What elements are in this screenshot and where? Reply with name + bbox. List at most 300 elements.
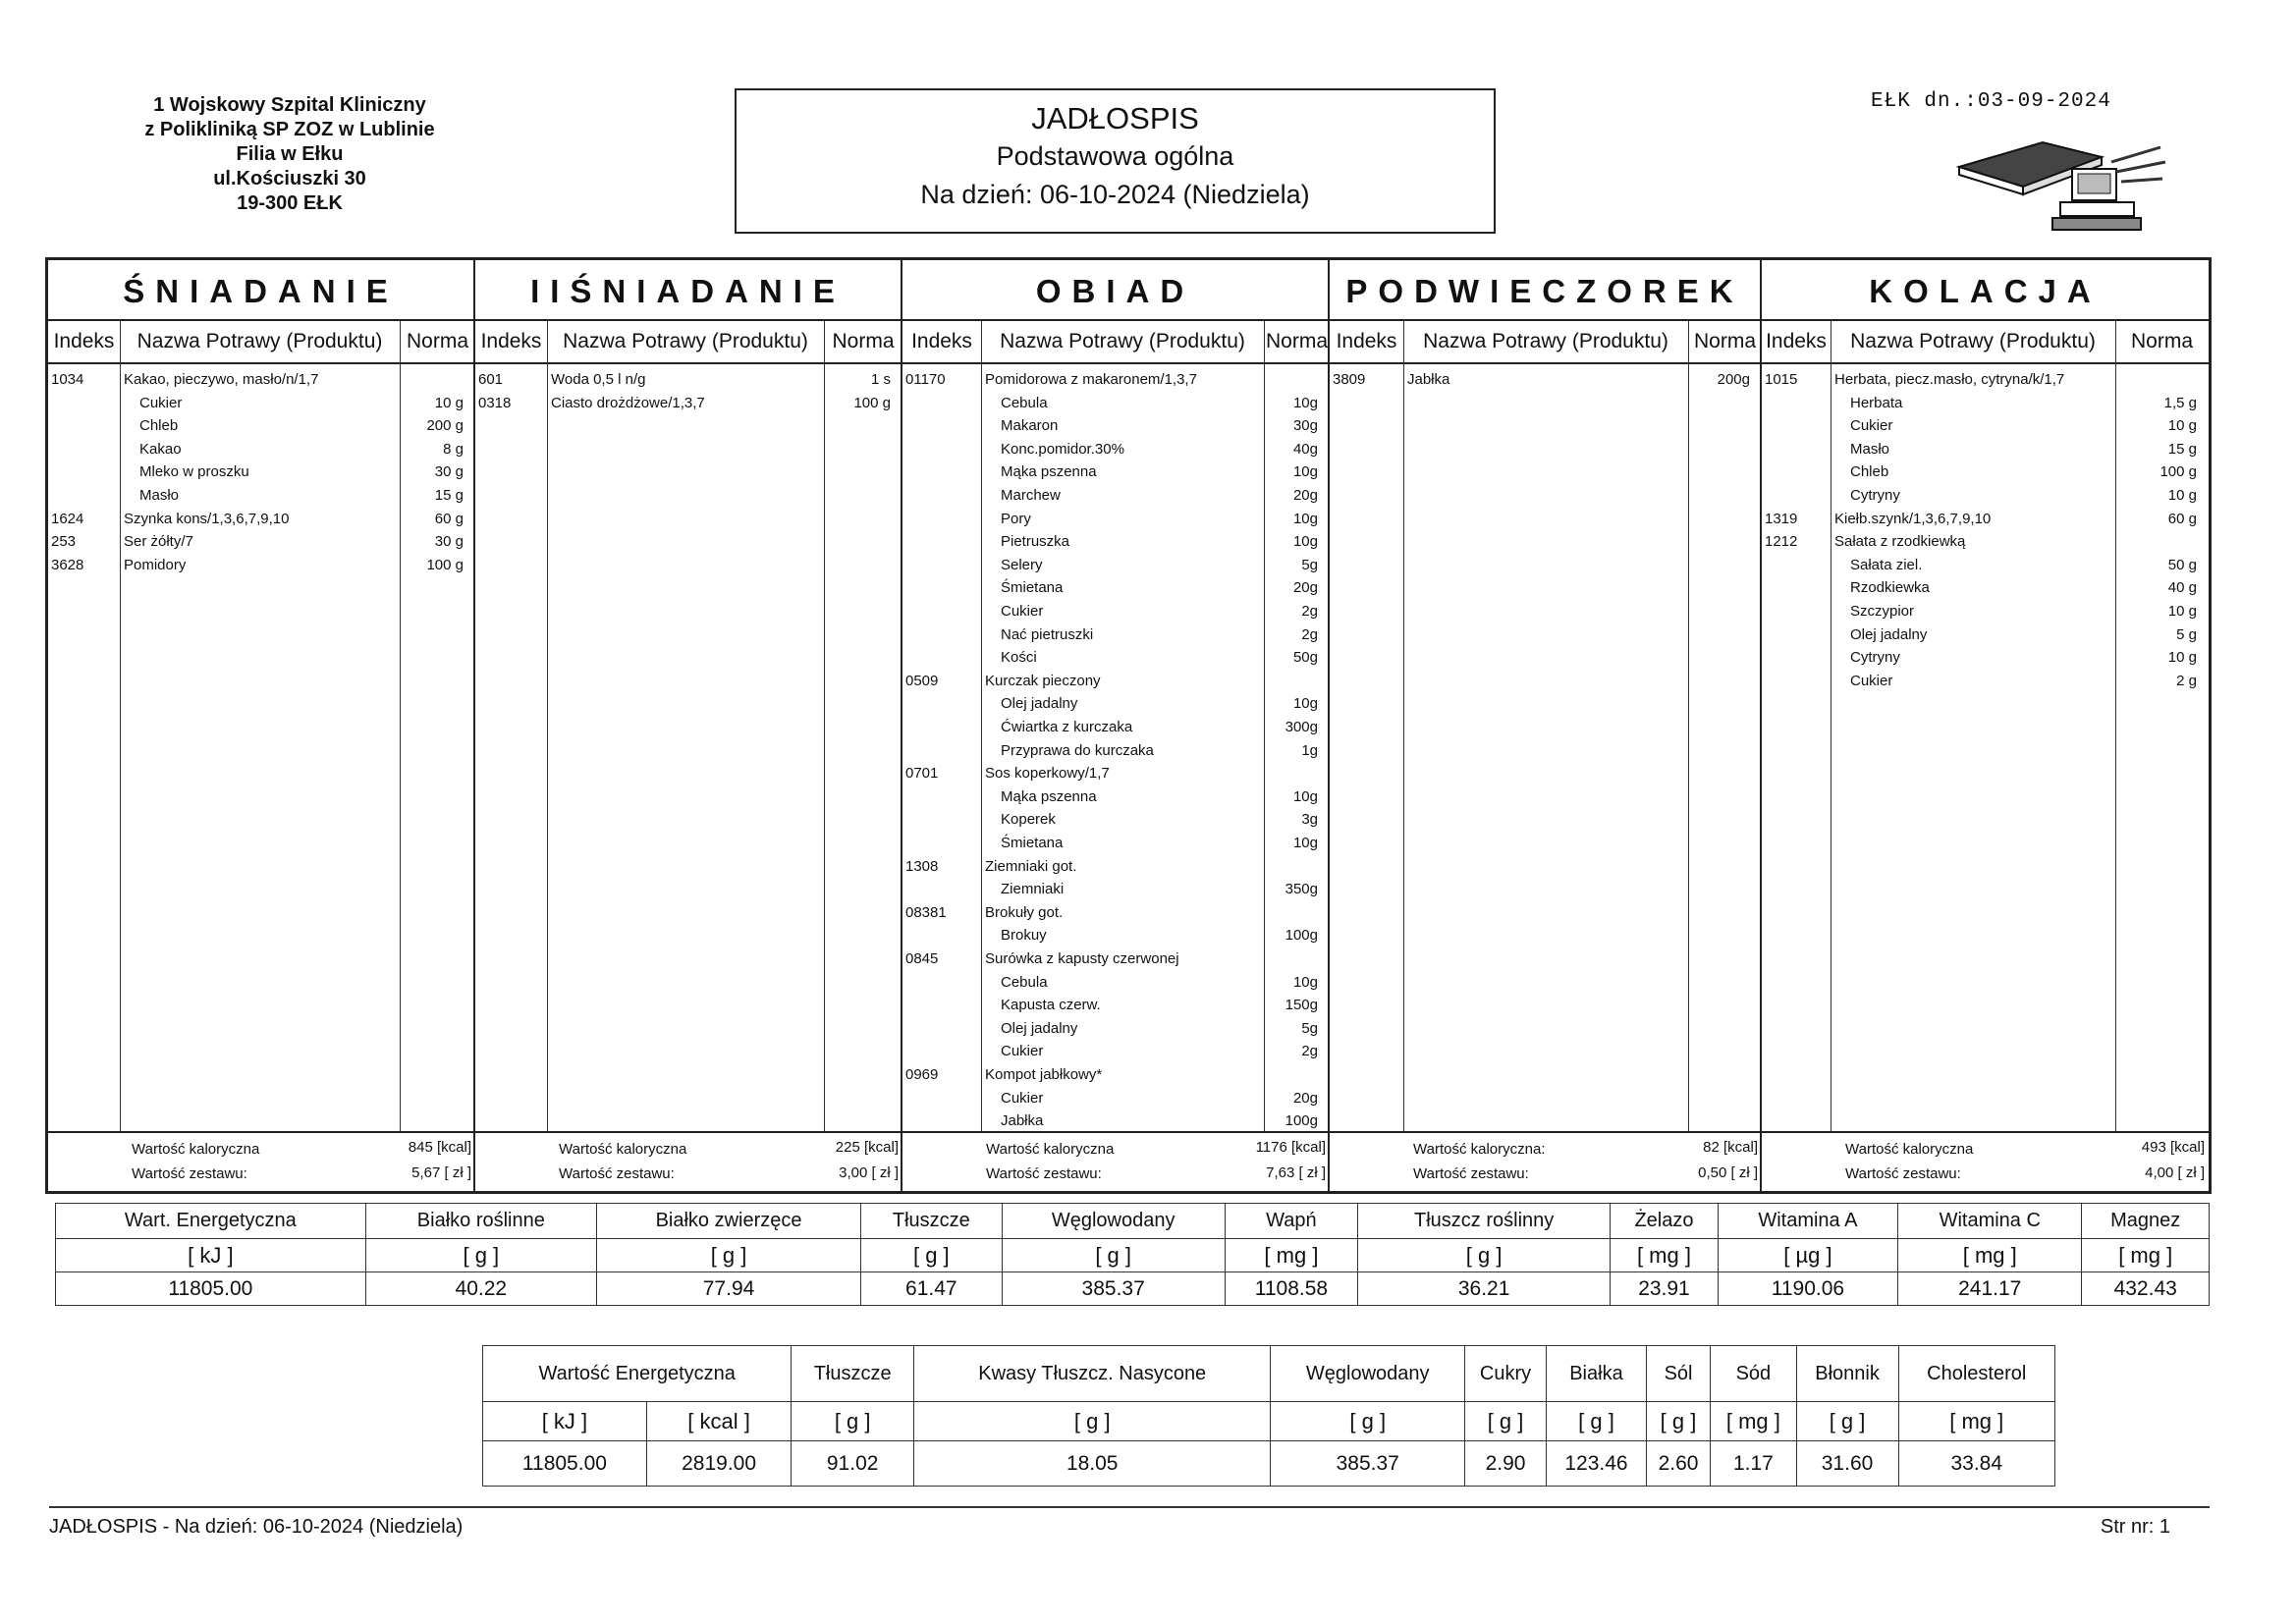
- item-quantity: 10 g: [434, 394, 464, 411]
- ingredient-name: Brokuy: [1001, 927, 1047, 945]
- nutrient-header: Węglowodany: [1002, 1204, 1225, 1239]
- menu-row: [475, 368, 901, 391]
- item-quantity: 30 g: [434, 533, 464, 551]
- menu-row: [902, 392, 1328, 414]
- header-norm: Norma: [1265, 330, 1328, 352]
- menu-row: [902, 878, 1328, 900]
- ingredient-name: Mąka pszenna: [1001, 463, 1097, 481]
- nutrient-header: Sól: [1646, 1346, 1710, 1402]
- nutrient-header: Błonnik: [1796, 1346, 1898, 1402]
- item-quantity: 200 g: [426, 417, 464, 435]
- header-index: Indeks: [1766, 330, 1827, 352]
- item-quantity: 2g: [1301, 1043, 1318, 1060]
- nutrient-unit: [ g ]: [1796, 1402, 1898, 1441]
- header-norm: Norma: [1693, 330, 1756, 352]
- item-quantity: 10 g: [2167, 603, 2197, 620]
- calories-label: Wartość kaloryczna: [1845, 1141, 1974, 1158]
- menu-row: [48, 508, 473, 530]
- item-quantity: 5 g: [2176, 625, 2197, 643]
- ingredient-name: Pietruszka: [1001, 533, 1070, 551]
- menu-row: [1762, 414, 2209, 437]
- nutrient-header: Cukry: [1465, 1346, 1547, 1402]
- ingredient-name: Mleko w proszku: [139, 463, 249, 481]
- item-quantity: 20g: [1292, 487, 1318, 504]
- ingredient-name: Szczypior: [1850, 603, 1915, 620]
- menu-row: [48, 438, 473, 460]
- header-index: Indeks: [911, 330, 972, 352]
- header-norm: Norma: [406, 330, 468, 352]
- dish-name: Kurczak pieczony: [985, 672, 1101, 689]
- ingredient-name: Cukier: [1001, 1089, 1044, 1107]
- ingredient-name: Sałata ziel.: [1850, 556, 1923, 573]
- calories-value: 225 [kcal]: [835, 1139, 899, 1156]
- menu-row: [902, 1017, 1328, 1040]
- ingredient-name: Olej jadalny: [1001, 695, 1078, 713]
- ingredient-name: Masło: [1850, 440, 1890, 458]
- item-quantity: 10g: [1292, 695, 1318, 713]
- nutrient-header: Białko zwierzęce: [596, 1204, 860, 1239]
- item-quantity: 100 g: [426, 556, 464, 573]
- item-quantity: 300g: [1285, 719, 1318, 735]
- menu-row: [1762, 530, 2209, 553]
- ingredient-name: Ziemniaki: [1001, 881, 1065, 898]
- dish-name: Ciasto drożdżowe/1,3,7: [551, 394, 705, 411]
- meal-summary: [1330, 1131, 1760, 1191]
- item-quantity: 2g: [1301, 625, 1318, 643]
- dish-name: Ziemniaki got.: [985, 857, 1077, 875]
- header-name: Nazwa Potrawy (Produktu): [1850, 330, 2096, 352]
- nutrient-unit: [ g ]: [1358, 1239, 1611, 1272]
- header-name: Nazwa Potrawy (Produktu): [563, 330, 808, 352]
- ingredient-name: Olej jadalny: [1001, 1019, 1078, 1037]
- nutrient-header: Wartość Energetyczna: [483, 1346, 792, 1402]
- item-quantity: 40g: [1292, 440, 1318, 458]
- nutrient-unit: [ mg ]: [2082, 1239, 2210, 1272]
- item-index: 1034: [51, 371, 84, 388]
- nutrient-header: Wapń: [1225, 1204, 1357, 1239]
- nutrients-table-1: [55, 1203, 2210, 1306]
- ingredient-name: Cukier: [139, 394, 183, 411]
- item-quantity: 100 g: [2159, 463, 2197, 481]
- item-quantity: 100g: [1285, 927, 1318, 945]
- item-index: 01170: [905, 371, 946, 388]
- item-index: 601: [478, 371, 504, 388]
- meal-column: [475, 260, 902, 1191]
- item-quantity: 8 g: [443, 440, 464, 458]
- menu-row: [902, 762, 1328, 784]
- item-quantity: 60 g: [434, 510, 464, 527]
- cost-value: 0,50 [ zł ]: [1698, 1164, 1758, 1181]
- hospital-line: 1 Wojskowy Szpital Kliniczny: [153, 94, 426, 116]
- ingredient-name: Marchew: [1001, 487, 1061, 504]
- ingredient-name: Jabłka: [1001, 1112, 1044, 1130]
- menu-row: [902, 1087, 1328, 1109]
- menu-row: [902, 994, 1328, 1016]
- menu-row: [902, 716, 1328, 738]
- menu-row: [475, 392, 901, 414]
- nutrient-value: 1108.58: [1225, 1272, 1357, 1306]
- menu-row: [1762, 670, 2209, 692]
- dish-name: Surówka z kapusty czerwonej: [985, 950, 1179, 967]
- item-index: 0318: [478, 394, 512, 411]
- menu-row: [902, 670, 1328, 692]
- nutrient-value: 2819.00: [646, 1441, 792, 1487]
- nutrient-header: Białka: [1547, 1346, 1647, 1402]
- menu-row: [902, 1109, 1328, 1132]
- nutrient-unit: [ g ]: [861, 1239, 1002, 1272]
- item-index: 0701: [905, 765, 939, 783]
- meal-title: PODWIECZOREK: [1330, 260, 1760, 321]
- item-quantity: 60 g: [2167, 510, 2197, 527]
- item-quantity: 2 g: [2176, 672, 2197, 689]
- ingredient-name: Cukier: [1001, 1043, 1044, 1060]
- item-quantity: 20g: [1292, 579, 1318, 597]
- nutrient-header: Sód: [1711, 1346, 1796, 1402]
- column-headers: [1762, 321, 2209, 364]
- item-index: 3809: [1333, 371, 1366, 388]
- menu-row: [1762, 484, 2209, 507]
- ingredient-name: Makaron: [1001, 417, 1059, 435]
- calories-label: Wartość kaloryczna: [559, 1141, 687, 1158]
- ingredient-name: Kapusta czerw.: [1001, 997, 1101, 1014]
- item-index: 1308: [905, 857, 939, 875]
- hospital-address: [98, 93, 481, 216]
- menu-row: [902, 646, 1328, 669]
- item-index: 1624: [51, 510, 84, 527]
- ingredient-name: Przyprawa do kurczaka: [1001, 741, 1154, 759]
- ingredient-name: Cytryny: [1850, 649, 1900, 667]
- menu-row: [1762, 508, 2209, 530]
- nutrient-value: 2.60: [1646, 1441, 1710, 1487]
- ingredient-name: Cebula: [1001, 394, 1048, 411]
- item-quantity: 200g: [1717, 371, 1750, 388]
- item-quantity: 350g: [1285, 881, 1318, 898]
- item-index: 1212: [1765, 533, 1798, 551]
- nutrient-unit: [ g ]: [1465, 1402, 1547, 1441]
- nutrient-value: 123.46: [1547, 1441, 1647, 1487]
- dish-name: Pomidorowa z makaronem/1,3,7: [985, 371, 1197, 388]
- nutrient-header: Magnez: [2082, 1204, 2210, 1239]
- column-divider: [824, 321, 825, 1131]
- nutrient-value: 11805.00: [483, 1441, 647, 1487]
- menu-row: [48, 530, 473, 553]
- menu-row: [902, 1040, 1328, 1062]
- header-index: Indeks: [53, 330, 115, 352]
- menu-row: [902, 623, 1328, 646]
- item-quantity: 3g: [1301, 811, 1318, 829]
- nutrient-header: Wart. Energetyczna: [56, 1204, 366, 1239]
- cost-label: Wartość zestawu:: [559, 1165, 675, 1182]
- menu-row: [48, 460, 473, 483]
- ingredient-name: Śmietana: [1001, 835, 1064, 851]
- nutrient-value: 241.17: [1898, 1272, 2082, 1306]
- nutrient-unit: [ g ]: [1002, 1239, 1225, 1272]
- ingredient-name: Chleb: [139, 417, 179, 435]
- header-index: Indeks: [1336, 330, 1397, 352]
- ingredient-name: Koperek: [1001, 811, 1056, 829]
- menu-row: [1762, 600, 2209, 622]
- nutrient-unit: [ kcal ]: [646, 1402, 792, 1441]
- ingredient-name: Rzodkiewka: [1850, 579, 1930, 597]
- menu-row: [902, 855, 1328, 878]
- nutrient-unit: [ kJ ]: [483, 1402, 647, 1441]
- meal-title: IIŚNIADANIE: [475, 260, 901, 321]
- item-quantity: 40 g: [2167, 579, 2197, 597]
- item-quantity: 50 g: [2167, 556, 2197, 573]
- ingredient-name: Śmietana: [1001, 579, 1064, 597]
- item-quantity: 50g: [1292, 649, 1318, 667]
- nutrient-header: Cholesterol: [1898, 1346, 2055, 1402]
- page-number: Str nr: 1: [2100, 1516, 2170, 1538]
- meal-summary: [475, 1131, 901, 1191]
- item-index: 0509: [905, 672, 939, 689]
- meal-column: [48, 260, 475, 1191]
- dish-name: Woda 0,5 l n/g: [551, 371, 646, 388]
- item-quantity: 10g: [1292, 394, 1318, 411]
- ingredient-name: Cytryny: [1850, 487, 1900, 504]
- item-quantity: 10 g: [2167, 649, 2197, 667]
- menu-row: [902, 971, 1328, 994]
- nutrient-value: 77.94: [596, 1272, 860, 1306]
- menu-row: [48, 368, 473, 391]
- dish-name: Herbata, piecz.masło, cytryna/k/1,7: [1834, 371, 2065, 388]
- menu-row: [902, 530, 1328, 553]
- nutrient-unit: [ mg ]: [1711, 1402, 1796, 1441]
- item-quantity: 10g: [1292, 787, 1318, 805]
- ingredient-name: Chleb: [1850, 463, 1889, 481]
- menu-row: [48, 414, 473, 437]
- menu-row: [48, 484, 473, 507]
- menu-row: [902, 414, 1328, 437]
- ingredient-name: Selery: [1001, 556, 1043, 573]
- item-index: 08381: [905, 903, 947, 921]
- diet-type: Podstawowa ogólna: [996, 141, 1234, 171]
- nutrient-header: Witamina C: [1898, 1204, 2082, 1239]
- item-quantity: 5g: [1301, 556, 1318, 573]
- menu-row: [1762, 646, 2209, 669]
- nutrient-header: Witamina A: [1718, 1204, 1897, 1239]
- menu-row: [902, 785, 1328, 808]
- calories-value: 82 [kcal]: [1703, 1139, 1758, 1156]
- nutrient-unit: [ mg ]: [1898, 1402, 2055, 1441]
- ingredient-name: Olej jadalny: [1850, 625, 1928, 643]
- hospital-line: ul.Kościuszki 30: [213, 168, 366, 189]
- calories-value: 493 [kcal]: [2141, 1139, 2205, 1156]
- menu-row: [902, 438, 1328, 460]
- item-index: 253: [51, 533, 77, 551]
- nutrient-unit: [ g ]: [792, 1402, 914, 1441]
- hospital-line: Filia w Ełku: [236, 143, 344, 165]
- meal-summary: [1762, 1131, 2209, 1191]
- nutrient-value: 385.37: [1002, 1272, 1225, 1306]
- item-quantity: 10g: [1292, 510, 1318, 527]
- nutrient-unit: [ g ]: [1646, 1402, 1710, 1441]
- nutrient-unit: [ g ]: [365, 1239, 596, 1272]
- ingredient-name: Mąka pszenna: [1001, 787, 1097, 805]
- nutrient-value: 385.37: [1271, 1441, 1465, 1487]
- cost-label: Wartość zestawu:: [1845, 1165, 1961, 1182]
- nutrient-unit: [ g ]: [1271, 1402, 1465, 1441]
- column-divider: [547, 321, 548, 1131]
- nutrient-header: Białko roślinne: [365, 1204, 596, 1239]
- nutrient-header: Tłuszcze: [792, 1346, 914, 1402]
- menu-row: [902, 484, 1328, 507]
- ingredient-name: Ćwiartka z kurczaka: [1001, 719, 1133, 735]
- menu-row: [902, 576, 1328, 599]
- ingredient-name: Kości: [1001, 649, 1037, 667]
- calories-value: 1176 [kcal]: [1255, 1139, 1326, 1156]
- nutrient-header: Tłuszcze: [861, 1204, 1002, 1239]
- menu-row: [902, 947, 1328, 970]
- calories-label: Wartość kaloryczna: [132, 1141, 260, 1158]
- meal-title: KOLACJA: [1762, 260, 2209, 321]
- menu-row: [1762, 623, 2209, 646]
- nutrient-value: 40.22: [365, 1272, 596, 1306]
- nutrient-value: 31.60: [1796, 1441, 1898, 1487]
- title-box: [735, 88, 1496, 234]
- nutrient-value: 33.84: [1898, 1441, 2055, 1487]
- nutrient-value: 23.91: [1611, 1272, 1719, 1306]
- menu-row: [902, 600, 1328, 622]
- cost-value: 4,00 [ zł ]: [2145, 1164, 2205, 1181]
- cost-value: 5,67 [ zł ]: [411, 1164, 471, 1181]
- ingredient-name: Masło: [139, 487, 180, 504]
- issue-date: EŁK dn.:03-09-2024: [1871, 90, 2111, 113]
- cost-value: 7,63 [ zł ]: [1266, 1164, 1326, 1181]
- menu-row: [902, 901, 1328, 924]
- calories-label: Wartość kaloryczna:: [1413, 1141, 1546, 1158]
- meal-title: OBIAD: [902, 260, 1328, 321]
- menu-row: [902, 554, 1328, 576]
- item-index: 1319: [1765, 510, 1798, 527]
- item-quantity: 30 g: [434, 463, 464, 481]
- item-quantity: 150g: [1285, 997, 1318, 1014]
- nutrient-unit: [ g ]: [914, 1402, 1271, 1441]
- menu-row: [902, 924, 1328, 947]
- item-quantity: 10g: [1292, 973, 1318, 991]
- nutrient-header: Tłuszcz roślinny: [1358, 1204, 1611, 1239]
- column-headers: [475, 321, 901, 364]
- nutrient-unit: [ g ]: [596, 1239, 860, 1272]
- cost-label: Wartość zestawu:: [986, 1165, 1102, 1182]
- item-index: 1015: [1765, 371, 1798, 388]
- header-norm: Norma: [832, 330, 895, 352]
- cost-label: Wartość zestawu:: [1413, 1165, 1529, 1182]
- header-norm: Norma: [2130, 330, 2193, 352]
- nutrient-unit: [ mg ]: [1225, 1239, 1357, 1272]
- meal-summary: [902, 1131, 1328, 1191]
- nutrient-value: 1190.06: [1718, 1272, 1897, 1306]
- nutrient-value: 432.43: [2082, 1272, 2210, 1306]
- column-divider: [1688, 321, 1689, 1131]
- menu-row: [902, 1063, 1328, 1086]
- cost-value: 3,00 [ zł ]: [839, 1164, 899, 1181]
- nutrient-header: Kwasy Tłuszcz. Nasycone: [914, 1346, 1271, 1402]
- header-name: Nazwa Potrawy (Produktu): [1423, 330, 1668, 352]
- ingredient-name: Cebula: [1001, 973, 1048, 991]
- nutrient-value: 91.02: [792, 1441, 914, 1487]
- nutrient-value: 2.90: [1465, 1441, 1547, 1487]
- menu-row: [902, 460, 1328, 483]
- nutrient-value: 36.21: [1358, 1272, 1611, 1306]
- item-quantity: 10g: [1292, 835, 1318, 851]
- ingredient-name: Pory: [1001, 510, 1031, 527]
- dish-name: Ser żółty/7: [124, 533, 193, 551]
- dish-name: Kiełb.szynk/1,3,6,7,9,10: [1834, 510, 1992, 527]
- ingredient-name: Nać pietruszki: [1001, 625, 1094, 643]
- item-quantity: 15 g: [2167, 440, 2197, 458]
- nutrients-table-2: [482, 1345, 2055, 1487]
- item-quantity: 1g: [1301, 741, 1318, 759]
- dish-name: Jabłka: [1407, 371, 1450, 388]
- menu-row: [1762, 576, 2209, 599]
- menu-table: [45, 257, 2212, 1194]
- item-quantity: 2g: [1301, 603, 1318, 620]
- item-quantity: 10g: [1292, 533, 1318, 551]
- header-index: Indeks: [480, 330, 542, 352]
- cost-label: Wartość zestawu:: [132, 1165, 247, 1182]
- header-name: Nazwa Potrawy (Produktu): [1000, 330, 1245, 352]
- menu-row: [902, 739, 1328, 762]
- item-index: 0845: [905, 950, 939, 967]
- menu-row: [902, 692, 1328, 715]
- nutrient-unit: [ mg ]: [1898, 1239, 2082, 1272]
- meal-column: [902, 260, 1330, 1191]
- column-divider: [1403, 321, 1404, 1131]
- meal-column: [1762, 260, 2209, 1191]
- dish-name: Kakao, pieczywo, masło/n/1,7: [124, 371, 319, 388]
- menu-row: [1762, 554, 2209, 576]
- item-quantity: 1 s: [870, 371, 891, 388]
- item-index: 0969: [905, 1066, 939, 1083]
- item-quantity: 10 g: [2167, 417, 2197, 435]
- nutrient-value: 61.47: [861, 1272, 1002, 1306]
- nutrient-unit: [ g ]: [1547, 1402, 1647, 1441]
- menu-row: [902, 508, 1328, 530]
- nutrient-header: Węglowodany: [1271, 1346, 1465, 1402]
- nutrient-header: Żelazo: [1611, 1204, 1719, 1239]
- hospital-line: 19-300 EŁK: [237, 192, 343, 214]
- item-quantity: 100 g: [853, 394, 891, 411]
- meal-summary: [48, 1131, 473, 1191]
- ingredient-name: Cukier: [1001, 603, 1044, 620]
- column-headers: [1330, 321, 1760, 364]
- nutrient-value: 18.05: [914, 1441, 1271, 1487]
- menu-date: Na dzień: 06-10-2024 (Niedziela): [920, 180, 1310, 209]
- dish-name: Kompot jabłkowy*: [985, 1066, 1103, 1083]
- calories-label: Wartość kaloryczna: [986, 1141, 1115, 1158]
- book-computer-logo: [1954, 128, 2170, 236]
- ingredient-name: Kakao: [139, 440, 182, 458]
- hospital-line: z Polikliniką SP ZOZ w Lublinie: [144, 119, 435, 140]
- ingredient-name: Herbata: [1850, 394, 1903, 411]
- item-quantity: 100g: [1285, 1112, 1318, 1130]
- menu-row: [48, 554, 473, 576]
- menu-row: [902, 368, 1328, 391]
- nutrient-unit: [ kJ ]: [56, 1239, 366, 1272]
- menu-row: [1762, 368, 2209, 391]
- menu-row: [1762, 438, 2209, 460]
- item-index: 3628: [51, 556, 84, 573]
- nutrient-unit: [ mg ]: [1611, 1239, 1719, 1272]
- footer-title: JADŁOSPIS - Na dzień: 06-10-2024 (Niedziela): [49, 1516, 464, 1538]
- menu-row: [902, 832, 1328, 854]
- menu-row: [902, 808, 1328, 831]
- header-name: Nazwa Potrawy (Produktu): [137, 330, 383, 352]
- item-quantity: 30g: [1292, 417, 1318, 435]
- nutrient-unit: [ µg ]: [1718, 1239, 1897, 1272]
- item-quantity: 20g: [1292, 1089, 1318, 1107]
